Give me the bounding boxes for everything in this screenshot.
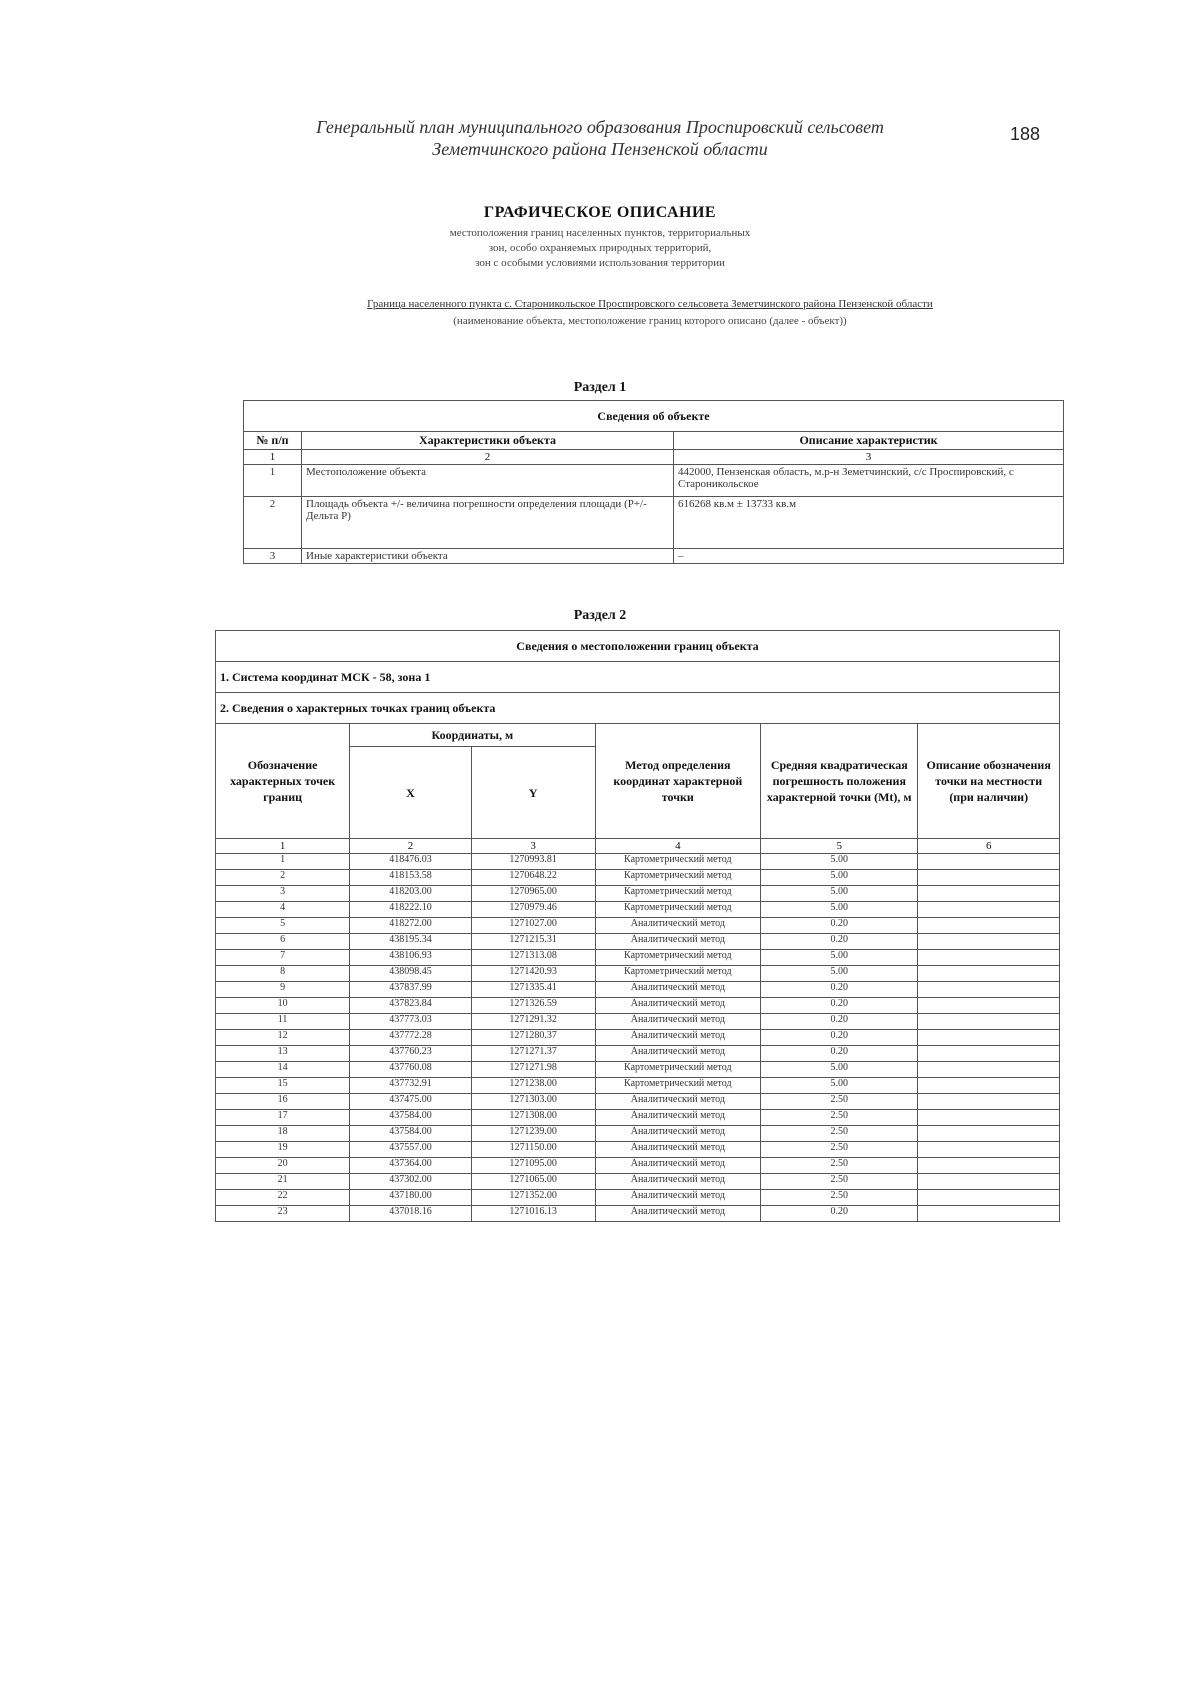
method: Картометрический метод: [595, 966, 761, 982]
table-row: [216, 1062, 1060, 1078]
accuracy: 2.50: [761, 1094, 918, 1110]
point-description: [918, 854, 1060, 870]
point-label: 2: [216, 870, 350, 886]
point-description: [918, 1014, 1060, 1030]
x-coordinate: 418153.58: [350, 870, 472, 886]
point-label: 4: [216, 902, 350, 918]
row-number: 2: [244, 497, 302, 549]
point-label: 19: [216, 1142, 350, 1158]
characteristic: Иные характеристики объекта: [302, 549, 674, 564]
method: Картометрический метод: [595, 854, 761, 870]
accuracy: 5.00: [761, 1062, 918, 1078]
table-row: [216, 1126, 1060, 1142]
accuracy: 0.20: [761, 982, 918, 998]
accuracy: 2.50: [761, 1158, 918, 1174]
y-coordinate: 1271027.00: [471, 918, 595, 934]
table-row: [244, 465, 1064, 497]
point-description: [918, 918, 1060, 934]
y-coordinate: 1271095.00: [471, 1158, 595, 1174]
row-number: 1: [244, 465, 302, 497]
accuracy: 0.20: [761, 998, 918, 1014]
method: Картометрический метод: [595, 950, 761, 966]
y-coordinate: 1270993.81: [471, 854, 595, 870]
method: Аналитический метод: [595, 1110, 761, 1126]
table-row: [216, 998, 1060, 1014]
y-coordinate: 1271215.31: [471, 934, 595, 950]
table-header-row: [244, 432, 1064, 450]
y-coordinate: 1271065.00: [471, 1174, 595, 1190]
y-coordinate: 1270648.22: [471, 870, 595, 886]
x-coordinate: 437557.00: [350, 1142, 472, 1158]
y-coordinate: 1271239.00: [471, 1126, 595, 1142]
running-title-line-2: Земетчинского района Пензенской области: [432, 139, 768, 159]
table-row: [216, 870, 1060, 886]
method: Аналитический метод: [595, 1126, 761, 1142]
accuracy: 0.20: [761, 1030, 918, 1046]
x-coordinate: 437837.99: [350, 982, 472, 998]
column-header-accuracy: Средняя квадратическая погрешность положения характерной точки (Mt), м: [761, 724, 918, 839]
point-label: 5: [216, 918, 350, 934]
method: Аналитический метод: [595, 1030, 761, 1046]
x-coordinate: 437760.08: [350, 1062, 472, 1078]
characteristic-description: 616268 кв.м ± 13733 кв.м: [674, 497, 1064, 549]
point-description: [918, 966, 1060, 982]
table-row: [244, 497, 1064, 549]
column-number: 3: [471, 839, 595, 854]
coordinate-system: 1. Система координат МСК - 58, зона 1: [216, 662, 1060, 693]
x-coordinate: 437584.00: [350, 1110, 472, 1126]
object-name: Граница населенного пункта с. Староникольское Проспировского сельсовета Земетчинского района Пензенской области: [367, 298, 933, 310]
method: Аналитический метод: [595, 1094, 761, 1110]
table-row: [216, 950, 1060, 966]
x-coordinate: 437584.00: [350, 1126, 472, 1142]
x-coordinate: 438106.93: [350, 950, 472, 966]
object-info-table: [243, 400, 1064, 564]
subtitle-line-1: местоположения границ населенных пунктов, территориальных: [449, 227, 751, 239]
y-coordinate: 1271271.98: [471, 1062, 595, 1078]
column-header: № п/п: [244, 432, 302, 450]
accuracy: 5.00: [761, 950, 918, 966]
point-label: 8: [216, 966, 350, 982]
column-header-x: X: [350, 747, 472, 839]
object-caption: (наименование объекта, местоположение границ которого описано (далее - объект)): [453, 315, 847, 327]
table-row: [216, 918, 1060, 934]
y-coordinate: 1271352.00: [471, 1190, 595, 1206]
x-coordinate: 437475.00: [350, 1094, 472, 1110]
y-coordinate: 1271291.32: [471, 1014, 595, 1030]
document-subtitle: [300, 226, 900, 271]
x-coordinate: 437732.91: [350, 1078, 472, 1094]
point-description: [918, 1046, 1060, 1062]
table-row: [216, 934, 1060, 950]
method: Аналитический метод: [595, 1174, 761, 1190]
method: Картометрический метод: [595, 1062, 761, 1078]
x-coordinate: 437772.28: [350, 1030, 472, 1046]
method: Картометрический метод: [595, 886, 761, 902]
boundary-points-body: [216, 854, 1060, 1222]
method: Аналитический метод: [595, 982, 761, 998]
y-coordinate: 1271335.41: [471, 982, 595, 998]
method: Аналитический метод: [595, 918, 761, 934]
x-coordinate: 418272.00: [350, 918, 472, 934]
table-row: [216, 902, 1060, 918]
method: Картометрический метод: [595, 1078, 761, 1094]
accuracy: 5.00: [761, 966, 918, 982]
accuracy: 0.20: [761, 934, 918, 950]
point-description: [918, 1078, 1060, 1094]
table-row: [216, 1078, 1060, 1094]
point-description: [918, 886, 1060, 902]
x-coordinate: 418476.03: [350, 854, 472, 870]
table-row: [216, 1206, 1060, 1222]
point-label: 23: [216, 1206, 350, 1222]
section-1-heading: Раздел 1: [573, 380, 627, 395]
table-header-row: [216, 724, 1060, 747]
point-label: 21: [216, 1174, 350, 1190]
method: Аналитический метод: [595, 934, 761, 950]
method: Аналитический метод: [595, 1158, 761, 1174]
point-description: [918, 1030, 1060, 1046]
point-label: 6: [216, 934, 350, 950]
x-coordinate: 438195.34: [350, 934, 472, 950]
table-row: [216, 1094, 1060, 1110]
point-label: 18: [216, 1126, 350, 1142]
y-coordinate: 1271280.37: [471, 1030, 595, 1046]
table-row: [216, 1030, 1060, 1046]
x-coordinate: 437823.84: [350, 998, 472, 1014]
table-row: [216, 1190, 1060, 1206]
running-title-line-1: Генеральный план муниципального образования Проспировский сельсовет: [316, 117, 884, 137]
running-title: [200, 116, 1000, 160]
accuracy: 5.00: [761, 886, 918, 902]
table-row: [244, 549, 1064, 564]
characteristic-description: 442000, Пензенская область, м.р-н Земетчинский, с/с Проспировский, с Староникольское: [674, 465, 1064, 497]
point-description: [918, 982, 1060, 998]
point-description: [918, 934, 1060, 950]
column-header-method: Метод определения координат характерной точки: [595, 724, 761, 839]
accuracy: 5.00: [761, 854, 918, 870]
x-coordinate: 437773.03: [350, 1014, 472, 1030]
point-label: 10: [216, 998, 350, 1014]
point-description: [918, 902, 1060, 918]
y-coordinate: 1271271.37: [471, 1046, 595, 1062]
row-number: 3: [244, 549, 302, 564]
column-header-description: Описание обозначения точки на местности (при наличии): [918, 724, 1060, 839]
column-header-y: Y: [471, 747, 595, 839]
accuracy: 2.50: [761, 1142, 918, 1158]
accuracy: 0.20: [761, 1046, 918, 1062]
x-coordinate: 437364.00: [350, 1158, 472, 1174]
accuracy: 2.50: [761, 1190, 918, 1206]
accuracy: 5.00: [761, 1078, 918, 1094]
method: Аналитический метод: [595, 1206, 761, 1222]
point-label: 11: [216, 1014, 350, 1030]
x-coordinate: 437760.23: [350, 1046, 472, 1062]
column-header: Характеристики объекта: [302, 432, 674, 450]
y-coordinate: 1270965.00: [471, 886, 595, 902]
accuracy: 5.00: [761, 902, 918, 918]
document-title: ГРАФИЧЕСКОЕ ОПИСАНИЕ: [483, 204, 717, 221]
table-row: [216, 1110, 1060, 1126]
boundary-points-table: [215, 630, 1060, 1222]
section-2-heading: Раздел 2: [573, 608, 627, 623]
table-row: [216, 1014, 1060, 1030]
table-row: [216, 1046, 1060, 1062]
y-coordinate: 1271420.93: [471, 966, 595, 982]
page-number: 188: [1010, 124, 1041, 144]
boundary-caption: Сведения о местоположении границ объекта: [216, 631, 1060, 662]
column-number: 2: [350, 839, 472, 854]
characteristic: Площадь объекта +/- величина погрешности определения площади (Р+/- Дельта Р): [302, 497, 674, 549]
column-number: 1: [244, 450, 302, 465]
method: Аналитический метод: [595, 1190, 761, 1206]
subtitle-line-3: зон с особыми условиями использования территории: [475, 257, 725, 269]
table-row: [216, 854, 1060, 870]
accuracy: 2.50: [761, 1174, 918, 1190]
point-label: 12: [216, 1030, 350, 1046]
point-label: 20: [216, 1158, 350, 1174]
point-description: [918, 1110, 1060, 1126]
column-number: 1: [216, 839, 350, 854]
y-coordinate: 1271308.00: [471, 1110, 595, 1126]
accuracy: 5.00: [761, 870, 918, 886]
method: Аналитический метод: [595, 998, 761, 1014]
subtitle-line-2: зон, особо охраняемых природных территорий,: [488, 242, 712, 254]
point-description: [918, 1142, 1060, 1158]
table-row: [216, 982, 1060, 998]
y-coordinate: 1271150.00: [471, 1142, 595, 1158]
column-number: 2: [302, 450, 674, 465]
y-coordinate: 1270979.46: [471, 902, 595, 918]
point-description: [918, 1158, 1060, 1174]
table-row: [216, 886, 1060, 902]
point-description: [918, 1062, 1060, 1078]
point-description: [918, 1206, 1060, 1222]
point-description: [918, 870, 1060, 886]
point-description: [918, 998, 1060, 1014]
points-caption: 2. Сведения о характерных точках границ объекта: [216, 693, 1060, 724]
point-label: 7: [216, 950, 350, 966]
column-number: 6: [918, 839, 1060, 854]
point-label: 3: [216, 886, 350, 902]
method: Картометрический метод: [595, 870, 761, 886]
x-coordinate: 418203.00: [350, 886, 472, 902]
table-row: [216, 966, 1060, 982]
x-coordinate: 438098.45: [350, 966, 472, 982]
accuracy: 0.20: [761, 1206, 918, 1222]
point-label: 17: [216, 1110, 350, 1126]
y-coordinate: 1271326.59: [471, 998, 595, 1014]
column-header-point: Обозначение характерных точек границ: [216, 724, 350, 839]
point-description: [918, 1094, 1060, 1110]
point-label: 14: [216, 1062, 350, 1078]
x-coordinate: 437018.16: [350, 1206, 472, 1222]
point-description: [918, 950, 1060, 966]
table-row: [216, 1158, 1060, 1174]
point-label: 16: [216, 1094, 350, 1110]
column-number: 5: [761, 839, 918, 854]
point-label: 15: [216, 1078, 350, 1094]
y-coordinate: 1271238.00: [471, 1078, 595, 1094]
characteristic: Местоположение объекта: [302, 465, 674, 497]
column-number-row: [216, 839, 1060, 854]
column-number: 3: [674, 450, 1064, 465]
accuracy: 0.20: [761, 918, 918, 934]
accuracy: 2.50: [761, 1110, 918, 1126]
characteristic-description: –: [674, 549, 1064, 564]
accuracy: 0.20: [761, 1014, 918, 1030]
method: Аналитический метод: [595, 1142, 761, 1158]
point-label: 9: [216, 982, 350, 998]
point-description: [918, 1190, 1060, 1206]
x-coordinate: 437180.00: [350, 1190, 472, 1206]
column-header-coordinates: Координаты, м: [350, 724, 595, 747]
table-row: [216, 1142, 1060, 1158]
point-description: [918, 1174, 1060, 1190]
column-number: 4: [595, 839, 761, 854]
table-row: [216, 1174, 1060, 1190]
method: Аналитический метод: [595, 1046, 761, 1062]
y-coordinate: 1271303.00: [471, 1094, 595, 1110]
accuracy: 2.50: [761, 1126, 918, 1142]
point-label: 1: [216, 854, 350, 870]
y-coordinate: 1271016.13: [471, 1206, 595, 1222]
y-coordinate: 1271313.08: [471, 950, 595, 966]
object-info-caption: Сведения об объекте: [244, 401, 1064, 432]
column-number-row: [244, 450, 1064, 465]
x-coordinate: 437302.00: [350, 1174, 472, 1190]
column-header: Описание характеристик: [674, 432, 1064, 450]
method: Аналитический метод: [595, 1014, 761, 1030]
x-coordinate: 418222.10: [350, 902, 472, 918]
point-label: 13: [216, 1046, 350, 1062]
point-label: 22: [216, 1190, 350, 1206]
point-description: [918, 1126, 1060, 1142]
method: Картометрический метод: [595, 902, 761, 918]
